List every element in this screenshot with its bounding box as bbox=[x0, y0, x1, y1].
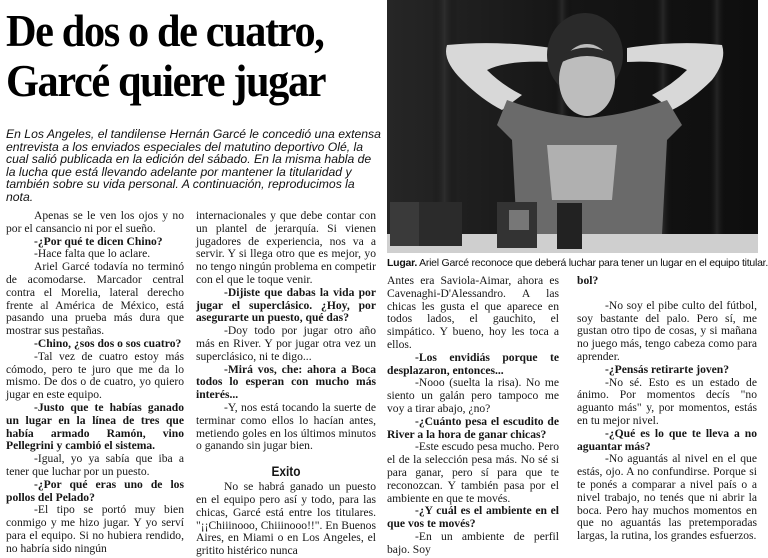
question: -¿Pensás retirarte joven? bbox=[605, 362, 730, 376]
question: -Dijiste que dabas la vida por jugar el superclásico. ¿Hoy, por asegurarte un puesto, qué das? bbox=[196, 285, 376, 325]
lead-paragraph: En Los Angeles, el tandilense Hernán Garcé le concedió una extensa entrevista a los enviados especiales del matutino deportivo Olé, la cual salió publicada en la edición del sábado. En la misma habla de la lucha que está llevando adelante por mantener la titularidad y también sobre su vida personal. A continuación, reproducimos la nota. bbox=[6, 127, 381, 204]
question: -Mirá vos, che: ahora a Boca todos lo esperan con mucho más interés... bbox=[196, 362, 376, 402]
paragraph: -Este escudo pesa mucho. Pero el de la selección pesa más. No sé si para ganar, pero sí para que te reconozcan. Y también pasa por el ambiente en que te movés. bbox=[387, 440, 559, 505]
photo-icon bbox=[387, 0, 758, 253]
caption-label: Lugar. bbox=[387, 257, 418, 269]
question: -Chino, ¿sos dos o sos cuatro? bbox=[34, 336, 182, 350]
paragraph: -No sé. Esto es un estado de ánimo. Por momentos decís "no aguanto más" y, por momentos, estás en tu mejor nivel. bbox=[577, 375, 757, 427]
question-continuation: bol? bbox=[577, 274, 599, 287]
question: -¿Por qué eras uno de los pollos del Pelado? bbox=[6, 477, 184, 504]
article-column-3 bbox=[387, 275, 559, 557]
article-column-2 bbox=[196, 210, 376, 558]
paragraph: -No soy el pibe culto del fútbol, soy bastante del palo. Pero sí, me gustan otro tipo de cosas, y si mañana no juego más, tengo cabeza como para aprender. bbox=[577, 298, 757, 363]
paragraph: -Tal vez de cuatro estoy más cómodo, pero te juro que me da lo mismo. De dos o de cuatro, yo quiero jugar en este equipo. bbox=[6, 349, 184, 402]
question: -¿Cuánto pesa el escudito de River a la hora de ganar chicas? bbox=[387, 414, 559, 441]
paragraph: -El tipo se portó muy bien conmigo y me hizo jugar. Y yo serví para el equipo. Si no hubiera rendido, no habría sido ningún bbox=[6, 503, 184, 555]
paragraph: -Y, nos está tocando la suerte de terminar como ellos lo hacían antes, metiendo goles en los últimos minutos o ganando sin jugar bien. bbox=[196, 400, 376, 453]
paragraph: -Doy todo por jugar otro año más en River. Y por jugar otra vez un superclásico, ni te digo... bbox=[196, 324, 376, 363]
paragraph: -No aguantás al nivel en el que estás, ojo. A no confundirse. Porque si te ponés a comparar a nivel país o a nivel trabajo, no tenés que ni abrir la boca. Pero hay muchos momentos en que no aguantás las pretemporadas largas, la rutina, los grandes esfuerzos. bbox=[577, 452, 757, 543]
paragraph: -Nooo (suelta la risa). No me siento un galán pero tampoco me voy a tirar abajo, ¿no? bbox=[387, 376, 559, 415]
paragraph: -Igual, yo ya sabía que iba a tener que luchar por un puesto. bbox=[6, 452, 184, 478]
paragraph: internacionales y que debe contar con un plantel de jerarquía. Si vienen jugadores de experiencia, nos va a servir. Y si llega otro que es mejor, yo no tengo ningún problema en competir con el que le toque venir. bbox=[196, 209, 376, 286]
headline-line-1: De dos o de cuatro, bbox=[6, 5, 324, 56]
question: -Los envidiás porque te desplazaron, entonces... bbox=[387, 350, 559, 377]
paragraph: -Hace falta que lo aclare. bbox=[34, 247, 151, 261]
caption-text: Ariel Garcé reconoce que deberá luchar para tener un lugar en el equipo titular. bbox=[417, 257, 768, 269]
headline bbox=[6, 6, 356, 106]
question: -¿Y cuál es el ambiente en el que vos te movés? bbox=[387, 504, 559, 531]
headline-line-2: Garcé quiere jugar bbox=[6, 55, 326, 106]
paragraph: Antes era Saviola-Aimar, ahora es Cavenaghi-D'Alessandro. A las chicas les gusta el que aparece en todos lados, el gauchito, el simpático. Y bueno, hoy les toca a ellos. bbox=[387, 274, 559, 351]
article-photo bbox=[387, 0, 758, 253]
subheading: Exito bbox=[271, 463, 301, 480]
paragraph: -En un ambiente de perfil bajo. Soy bbox=[387, 529, 559, 556]
question: -¿Qué es lo que te lleva a no aguantar más? bbox=[577, 426, 757, 453]
paragraph: No se habrá ganado un puesto en el equipo pero así y todo, para las chicas, Garcé está entre los titulares. "¡¡Chiiinooo, Chiiinooo!!". En Buenos Aires, en Miami o en Los Angeles, el gritito histérico nunca bbox=[196, 480, 376, 558]
photo-caption bbox=[387, 257, 767, 269]
article-column-1 bbox=[6, 210, 184, 556]
article-column-4 bbox=[577, 275, 757, 543]
question: -¿Por qué te dicen Chino? bbox=[34, 234, 163, 248]
question: -Justo que te habías ganado un lugar en la línea de tres que había armado Ramón, vino Pellegrini y cambió el sistema. bbox=[6, 400, 184, 453]
paragraph: Ariel Garcé todavía no terminó de acomodarse. Marcador central contra el Morelia, lateral derecho frente al América de México, está pasando una prueba más dura que mostrar sus pestañas. bbox=[6, 260, 184, 338]
paragraph: Apenas se le ven los ojos y no por el cansancio ni por el sueño. bbox=[6, 209, 184, 235]
